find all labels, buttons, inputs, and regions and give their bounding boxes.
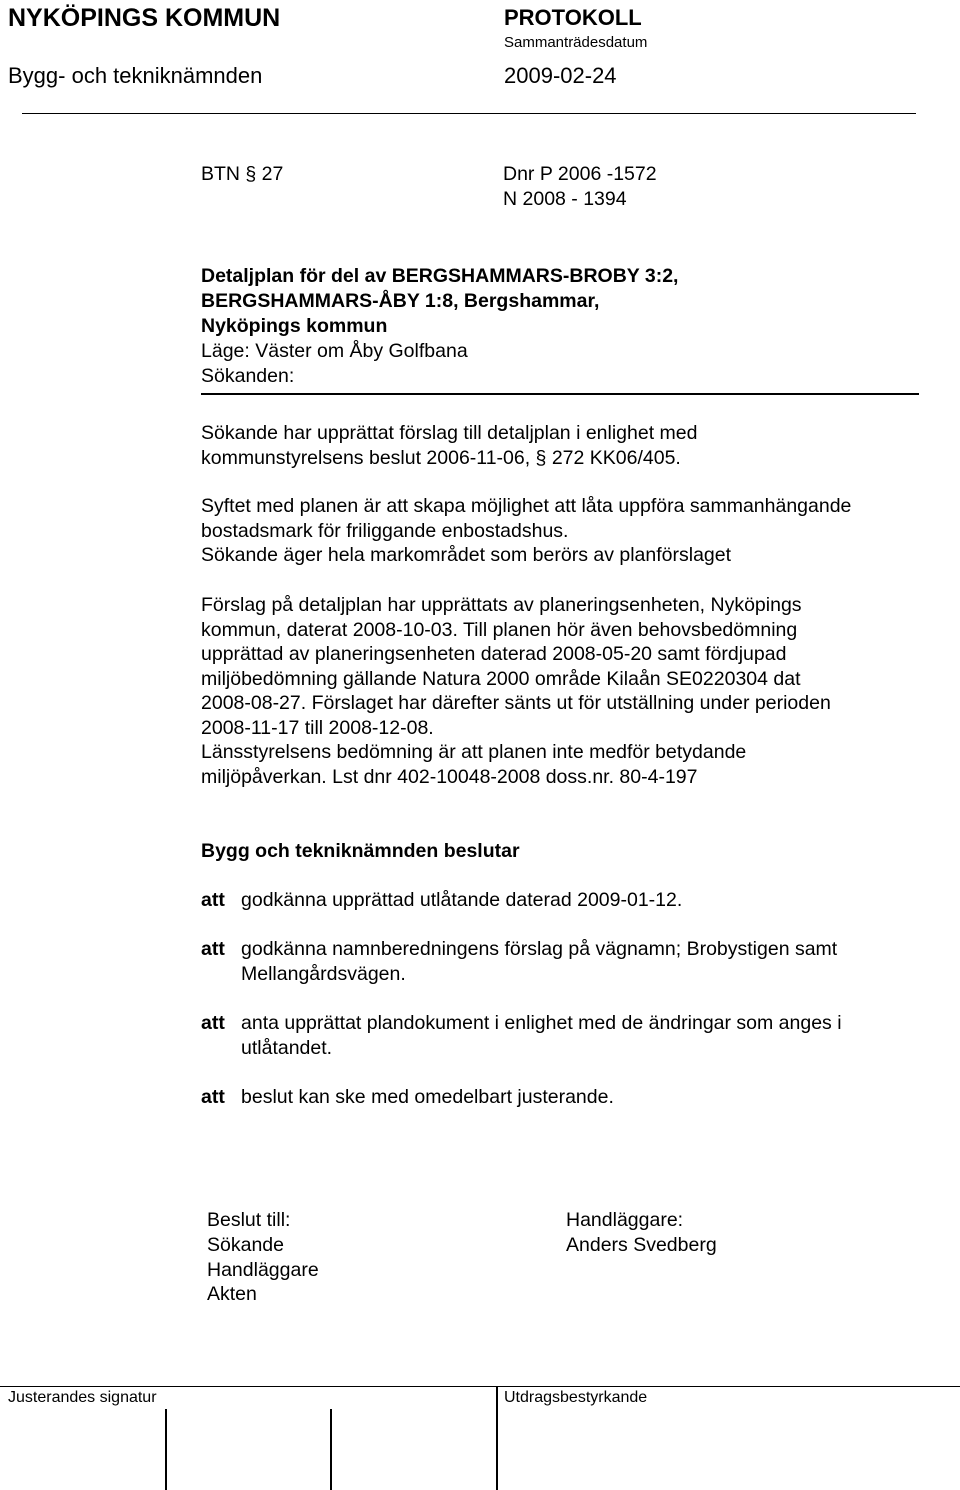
signature-box-divider: [330, 1409, 332, 1490]
decision-heading: Bygg och tekniknämnden beslutar: [201, 840, 520, 862]
signature-box-divider: [165, 1409, 167, 1490]
decision-item-3-line-1: anta upprättat plandokument i enlighet med de ändringar som anges i: [241, 1012, 842, 1034]
paragraph-1-line-1: Sökande har upprättat förslag till detaljplan i enlighet med: [201, 422, 698, 444]
decision-item-2: [201, 937, 837, 986]
paragraph-2: [201, 494, 931, 568]
diary-number-1: Dnr P 2006 -1572: [503, 163, 657, 185]
certificate-label: Utdragsbestyrkande: [504, 1389, 648, 1406]
decision-item-3-line-2: utlåtandet.: [241, 1036, 333, 1059]
decision-item-2-text: [241, 937, 837, 986]
paragraph-3-line-6: 2008-11-17 till 2008-12-08.: [201, 716, 434, 739]
title-rule: [201, 393, 919, 395]
board-name: Bygg- och tekniknämnden: [8, 63, 263, 88]
att-keyword: att: [201, 889, 225, 911]
diary-number-2: N 2008 - 1394: [503, 188, 627, 210]
sent-to-label: Beslut till:: [207, 1209, 291, 1231]
paragraph-3-line-5: 2008-08-27. Förslaget har därefter sänts ut för utställning under perioden: [201, 692, 831, 714]
municipality-name: NYKÖPINGS KOMMUN: [8, 4, 281, 32]
meeting-date: 2009-02-24: [504, 63, 617, 88]
paragraph-1: [201, 421, 931, 470]
paragraph-3-line-3: upprättad av planeringsenheten daterad 2008-05-20 samt fördjupad: [201, 643, 787, 665]
handler-label: Handläggare:: [566, 1209, 684, 1231]
att-keyword: att: [201, 1086, 225, 1108]
sent-to-item: Akten: [207, 1283, 257, 1305]
paragraph-3-line-8: miljöpåverkan. Lst dnr 402-10048-2008 doss.nr. 80-4-197: [201, 765, 698, 788]
decision-item-1-text: godkänna upprättad utlåtande daterad 2009-01-12.: [241, 889, 683, 911]
decision-item-1: [201, 888, 682, 913]
decision-item-4: [201, 1085, 614, 1110]
meeting-date-label: Sammanträdesdatum: [504, 34, 648, 51]
paragraph-number: BTN § 27: [201, 163, 284, 185]
att-keyword: att: [201, 1012, 225, 1034]
title-line-2: BERGSHAMMARS-ÅBY 1:8, Bergshammar,: [201, 290, 600, 312]
paragraph-2-line-1: Syftet med planen är att skapa möjlighet att låta uppföra sammanhängande: [201, 495, 852, 517]
sent-to-item: Sökande: [207, 1234, 284, 1256]
footer-rule: [0, 1386, 960, 1387]
signature-label: Justerandes signatur: [8, 1389, 157, 1406]
paragraph-3: [201, 593, 931, 789]
header-rule: [22, 113, 916, 114]
paragraph-2-line-2: bostadsmark för friliggande enbostadshus.: [201, 519, 569, 542]
title-line-1: Detaljplan för del av BERGSHAMMARS-BROBY 3:2,: [201, 265, 679, 287]
att-keyword: att: [201, 938, 225, 960]
handler-name: Anders Svedberg: [566, 1234, 717, 1256]
sent-to-item: Handläggare: [207, 1259, 319, 1281]
decision-item-3: [201, 1011, 842, 1060]
paragraph-3-line-2: kommun, daterat 2008-10-03. Till planen hör även behovsbedömning: [201, 618, 798, 641]
decision-item-3-text: [241, 1011, 842, 1060]
signature-box-divider: [496, 1386, 498, 1490]
document-type: PROTOKOLL: [504, 5, 642, 30]
paragraph-3-line-7: Länsstyrelsens bedömning är att planen inte medför betydande: [201, 741, 747, 763]
decision-item-2-line-1: godkänna namnberedningens förslag på vägnamn; Brobystigen samt: [241, 938, 838, 960]
paragraph-3-line-1: Förslag på detaljplan har upprättats av planeringsenheten, Nyköpings: [201, 594, 802, 616]
paragraph-3-line-4: miljöbedömning gällande Natura 2000 område Kilaån SE0220304 dat: [201, 667, 801, 690]
title-line-3: Nyköpings kommun: [201, 315, 388, 337]
location-line: Läge: Väster om Åby Golfbana: [201, 340, 468, 362]
decision-item-2-line-2: Mellangårdsvägen.: [241, 962, 406, 985]
applicant-label: Sökanden:: [201, 365, 295, 387]
decision-item-4-text: beslut kan ske med omedelbart justerande.: [241, 1086, 614, 1108]
paragraph-1-line-2: kommunstyrelsens beslut 2006-11-06, § 272 KK06/405.: [201, 446, 681, 469]
paragraph-2-line-3: Sökande äger hela markområdet som berörs av planförslaget: [201, 544, 732, 566]
